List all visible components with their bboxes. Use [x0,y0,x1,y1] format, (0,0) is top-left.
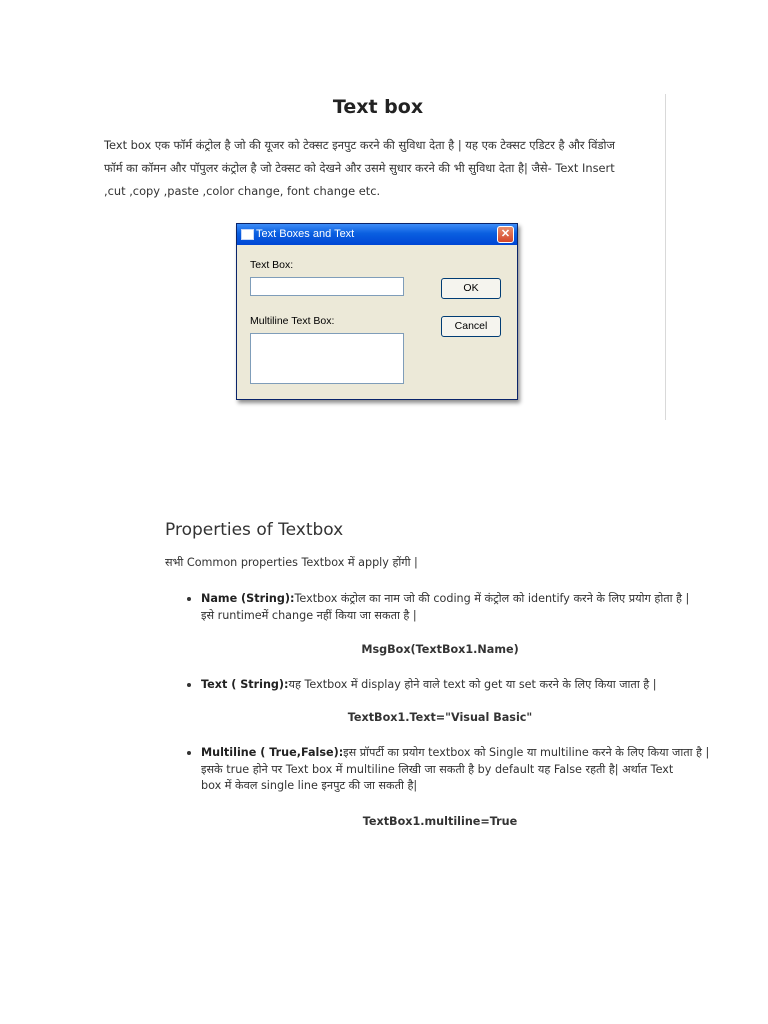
textbox-dialog-screenshot [236,223,518,400]
textbox-label: Text Box: [250,259,294,271]
multiline-textbox-label: Multiline Text Box: [250,315,335,327]
window-icon [241,229,254,240]
code-example: TextBox1.multiline=True [362,815,518,828]
column-divider [665,94,666,420]
multiline-textbox-input[interactable] [250,333,404,384]
property-line [201,677,721,694]
properties-heading: Properties of Textbox [165,520,344,540]
property-desc: इस प्रॉपर्टी का प्रयोग textbox को Single या multiline करने के लिए किया जाता है | [343,746,710,759]
property-item-multiline [201,745,721,795]
property-line: इसे runtimeमें change नहीं किया जा सकता है | [201,608,417,622]
code-example: TextBox1.Text="Visual Basic" [347,711,533,724]
properties-intro: सभी Common properties Textbox में apply होंगी | [165,556,418,569]
property-desc: Textbox कंट्रोल का नाम जो की coding में कंट्रोल को identify करने के लिए प्रयोग होता है | [294,592,690,605]
intro-line: ,cut ,copy ,paste ,color change, font change etc. [104,184,381,198]
close-icon[interactable]: ✕ [497,226,514,243]
property-term: Name (String): [201,592,295,605]
intro-paragraph [104,134,656,203]
ok-button[interactable]: OK [441,278,501,299]
property-line: box में केवल single line इनपुट की जा सकती है| [201,779,418,792]
bullet-icon [187,751,191,755]
property-term: Text ( String): [201,678,289,691]
property-desc: यह Textbox में display होने वाले text को get या set करने के लिए किया जाता है | [288,678,657,691]
property-item-name [201,591,721,624]
bullet-icon [187,597,191,601]
property-item-text [201,677,721,694]
intro-line: Text box एक फॉर्म कंट्रोल है जो की यूजर को टेक्सट इनपुट करने की सुविधा देता है | यह एक टेक्सट एडिटर है और विंडोज [104,138,615,152]
dialog-title: Text Boxes and Text [256,228,355,240]
property-line [201,745,721,762]
code-example: MsgBox(TextBox1.Name) [361,643,519,656]
dialog-titlebar [237,224,517,245]
property-line: इसके true होने पर Text box में multiline लिखी जा सकती है by default यह False रहती है| अर्थात Text [201,762,674,776]
intro-line: फॉर्म का कॉमन और पॉपुलर कंट्रोल है जो टेक्सट को देखने और उसमे सुधार करने की भी सुविधा देता है| जैसे- Text Insert [104,161,615,175]
property-term: Multiline ( True,False): [201,746,344,759]
textbox-input[interactable] [250,277,404,296]
page-title: Text box [332,96,424,118]
cancel-button[interactable]: Cancel [441,316,501,337]
property-line [201,591,721,608]
bullet-icon [187,683,191,687]
